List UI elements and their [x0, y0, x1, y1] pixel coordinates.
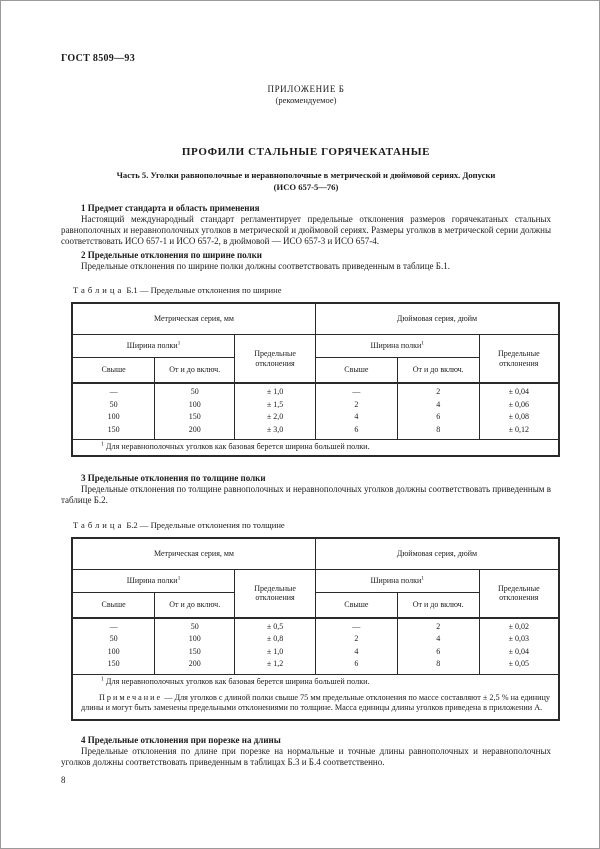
table-b2-header	[72, 538, 559, 618]
col-header-upto: От и до включ.	[397, 592, 479, 618]
table-b1	[71, 302, 560, 457]
footnote-cell	[72, 440, 559, 457]
col-header-over: Свыше	[315, 592, 397, 618]
table-row	[72, 399, 559, 412]
series-header-metric: Метрическая серия, мм	[72, 303, 315, 335]
table-row	[72, 383, 559, 399]
section-4-heading: 4 Предельные отклонения при порезке на длины	[81, 734, 281, 745]
table-b1-footer	[72, 440, 559, 457]
table-row	[72, 633, 559, 646]
section-1-heading: 1 Предмет стандарта и область применения	[81, 203, 260, 213]
cell: ± 0,08	[479, 411, 559, 424]
cell: 2	[315, 399, 397, 412]
footnote-ref: 1	[177, 340, 181, 347]
cell: ± 1,2	[235, 658, 316, 674]
appendix-label: ПРИЛОЖЕНИЕ Б	[267, 84, 345, 94]
cell: ± 3,0	[235, 424, 316, 440]
cell: 100	[155, 399, 235, 412]
cell: ± 0,12	[479, 424, 559, 440]
section-3-body: Предельные отклонения по толщине равнополочных и неравнополочных уголков должны соответствовать приведенным в таблице Б.2.	[61, 484, 551, 505]
cell: ± 2,0	[235, 411, 316, 424]
table-b1-caption	[73, 285, 551, 295]
page-number: 8	[61, 775, 66, 786]
page-title: ПРОФИЛИ СТАЛЬНЫЕ ГОРЯЧЕКАТАНЫЕ	[181, 146, 431, 158]
deviation-header-inch: Предельные отклонения	[479, 569, 559, 618]
table-row	[72, 411, 559, 424]
table-row	[72, 440, 559, 457]
series-header-inch: Дюймовая серия, дюйм	[315, 303, 559, 335]
cell: 150	[155, 646, 235, 659]
footnote-ref: 1	[421, 340, 425, 347]
cell: 4	[397, 633, 479, 646]
col-header-upto: От и до включ.	[155, 358, 235, 384]
page-content	[1, 1, 599, 785]
subtitle-iso: (ИСО 657-5—76)	[273, 182, 339, 192]
deviation-header-inch: Предельные отклонения	[479, 335, 559, 384]
cell: 50	[72, 633, 155, 646]
section-3-heading: 3 Предельные отклонения по толщине полки	[81, 473, 266, 484]
cell: 200	[155, 658, 235, 674]
table-b2-caption	[73, 520, 551, 530]
footnote-ref: 1	[177, 575, 181, 582]
table-row	[72, 674, 559, 720]
cell: 6	[397, 646, 479, 659]
cell: 150	[72, 658, 155, 674]
cell: 100	[72, 411, 155, 424]
cell: ± 1,0	[235, 383, 316, 399]
col-header-upto: От и до включ.	[397, 358, 479, 384]
cell: 50	[72, 399, 155, 412]
table-row	[72, 658, 559, 674]
cell: 2	[397, 618, 479, 634]
table-row	[72, 538, 559, 570]
cell: 50	[155, 618, 235, 634]
table-row	[72, 424, 559, 440]
width-header-metric: Ширина полки$^1$	[72, 569, 235, 592]
note-label: Примечание	[99, 692, 163, 702]
cell: 6	[315, 424, 397, 440]
table-row	[72, 646, 559, 659]
table-note	[81, 693, 550, 714]
table-b1-header	[72, 303, 559, 383]
cell: 4	[315, 646, 397, 659]
subtitle-block	[61, 169, 551, 193]
table-footnote: $^1$ Для неравнополочных уголков как базовая берется ширина большей полки.	[101, 441, 370, 452]
cell: 100	[155, 633, 235, 646]
col-header-over: Свыше	[72, 592, 155, 618]
appendix-block	[61, 84, 551, 106]
cell: 200	[155, 424, 235, 440]
table-row	[72, 335, 559, 358]
footnote-marker: 1	[101, 441, 104, 448]
section-4-body: Предельные отклонения по длине при порезке на нормальные и точные длины равнополочных и неравнополочных уголков должны соответствовать приведенным в таблицах Б.3 и Б.4 соответственно.	[61, 745, 551, 767]
deviation-header-metric: Предельные отклонения	[235, 335, 316, 384]
cell: 100	[72, 646, 155, 659]
cell: 8	[397, 424, 479, 440]
section-2-heading: 2 Предельные отклонения по ширине полки	[81, 250, 262, 261]
cell: —	[315, 618, 397, 634]
table-b2-footer	[72, 674, 559, 720]
series-header-metric: Метрическая серия, мм	[72, 538, 315, 570]
col-header-over: Свыше	[315, 358, 397, 384]
table-row	[72, 303, 559, 335]
cell: 4	[397, 399, 479, 412]
subtitle-part: Часть 5. Уголки равнополочные и неравнополочные в метрической и дюймовой сериях. Допуски	[116, 170, 496, 180]
footnote-cell	[72, 674, 559, 720]
cell: 2	[315, 633, 397, 646]
note-text: — Для уголков с длиной полки свыше 75 мм предельные отклонения по массе составляют ± 2,5 % на единицу длины и могут быть заменены предельными отклонениями по толщине. Масса единицы длины уголков приведена в приложении А.	[81, 692, 551, 713]
width-header-metric: Ширина полки$^1$	[72, 335, 235, 358]
cell: ± 0,04	[479, 383, 559, 399]
cell: ± 0,06	[479, 399, 559, 412]
cell: ± 1,5	[235, 399, 316, 412]
cell: 150	[155, 411, 235, 424]
width-header-inch: Ширина полки$^1$	[315, 335, 479, 358]
table-caption-id: Б.1	[126, 285, 138, 296]
cell: 2	[397, 383, 479, 399]
width-header-inch: Ширина полки$^1$	[315, 569, 479, 592]
table-caption-id: Б.2	[126, 519, 138, 530]
table-caption-title: — Предельные отклонения по толщине	[139, 519, 285, 530]
footnote-marker: 1	[101, 676, 104, 683]
cell: ± 0,5	[235, 618, 316, 634]
table-b2-body	[72, 618, 559, 675]
cell: ± 0,03	[479, 633, 559, 646]
cell: 150	[72, 424, 155, 440]
table-caption-word: Таблица	[73, 285, 125, 296]
cell: —	[72, 383, 155, 399]
deviation-header-metric: Предельные отклонения	[235, 569, 316, 618]
cell: —	[72, 618, 155, 634]
appendix-note: (рекомендуемое)	[275, 95, 337, 105]
cell: ± 0,8	[235, 633, 316, 646]
table-b2	[71, 537, 560, 721]
col-header-upto: От и до включ.	[155, 592, 235, 618]
table-b1-body	[72, 383, 559, 440]
cell: —	[315, 383, 397, 399]
table-caption-title: — Предельные отклонения по ширине	[139, 285, 282, 296]
cell: 6	[397, 411, 479, 424]
cell: ± 0,04	[479, 646, 559, 659]
col-header-over: Свыше	[72, 358, 155, 384]
cell: 50	[155, 383, 235, 399]
table-caption-word: Таблица	[73, 519, 125, 530]
cell: 6	[315, 658, 397, 674]
section-2-body: Предельные отклонения по ширине полки должны соответствовать приведенным в таблице Б.1.	[81, 261, 450, 272]
table-row	[72, 618, 559, 634]
doc-number: ГОСТ 8509—93	[61, 53, 136, 64]
cell: ± 1,0	[235, 646, 316, 659]
table-footnote: $^1$ Для неравнополочных уголков как базовая берется ширина большей полки.	[101, 676, 370, 686]
section-1-body: Настоящий международный стандарт регламентирует предельные отклонения размеров горячекатаных стальных равнополочных и неравнополочных уголков в метрической и дюймовой сериях. Размеры уголков в метрической серии должны соответствовать ИСО 657-1 и ИСО 657-2, в дюймовой — ИСО 657-3 и ИСО 657-4.	[61, 214, 551, 246]
footnote-ref: 1	[421, 575, 425, 582]
cell: ± 0,05	[479, 658, 559, 674]
table-row	[72, 569, 559, 592]
series-header-inch: Дюймовая серия, дюйм	[315, 538, 559, 570]
cell: ± 0,02	[479, 618, 559, 634]
cell: 8	[397, 658, 479, 674]
cell: 4	[315, 411, 397, 424]
